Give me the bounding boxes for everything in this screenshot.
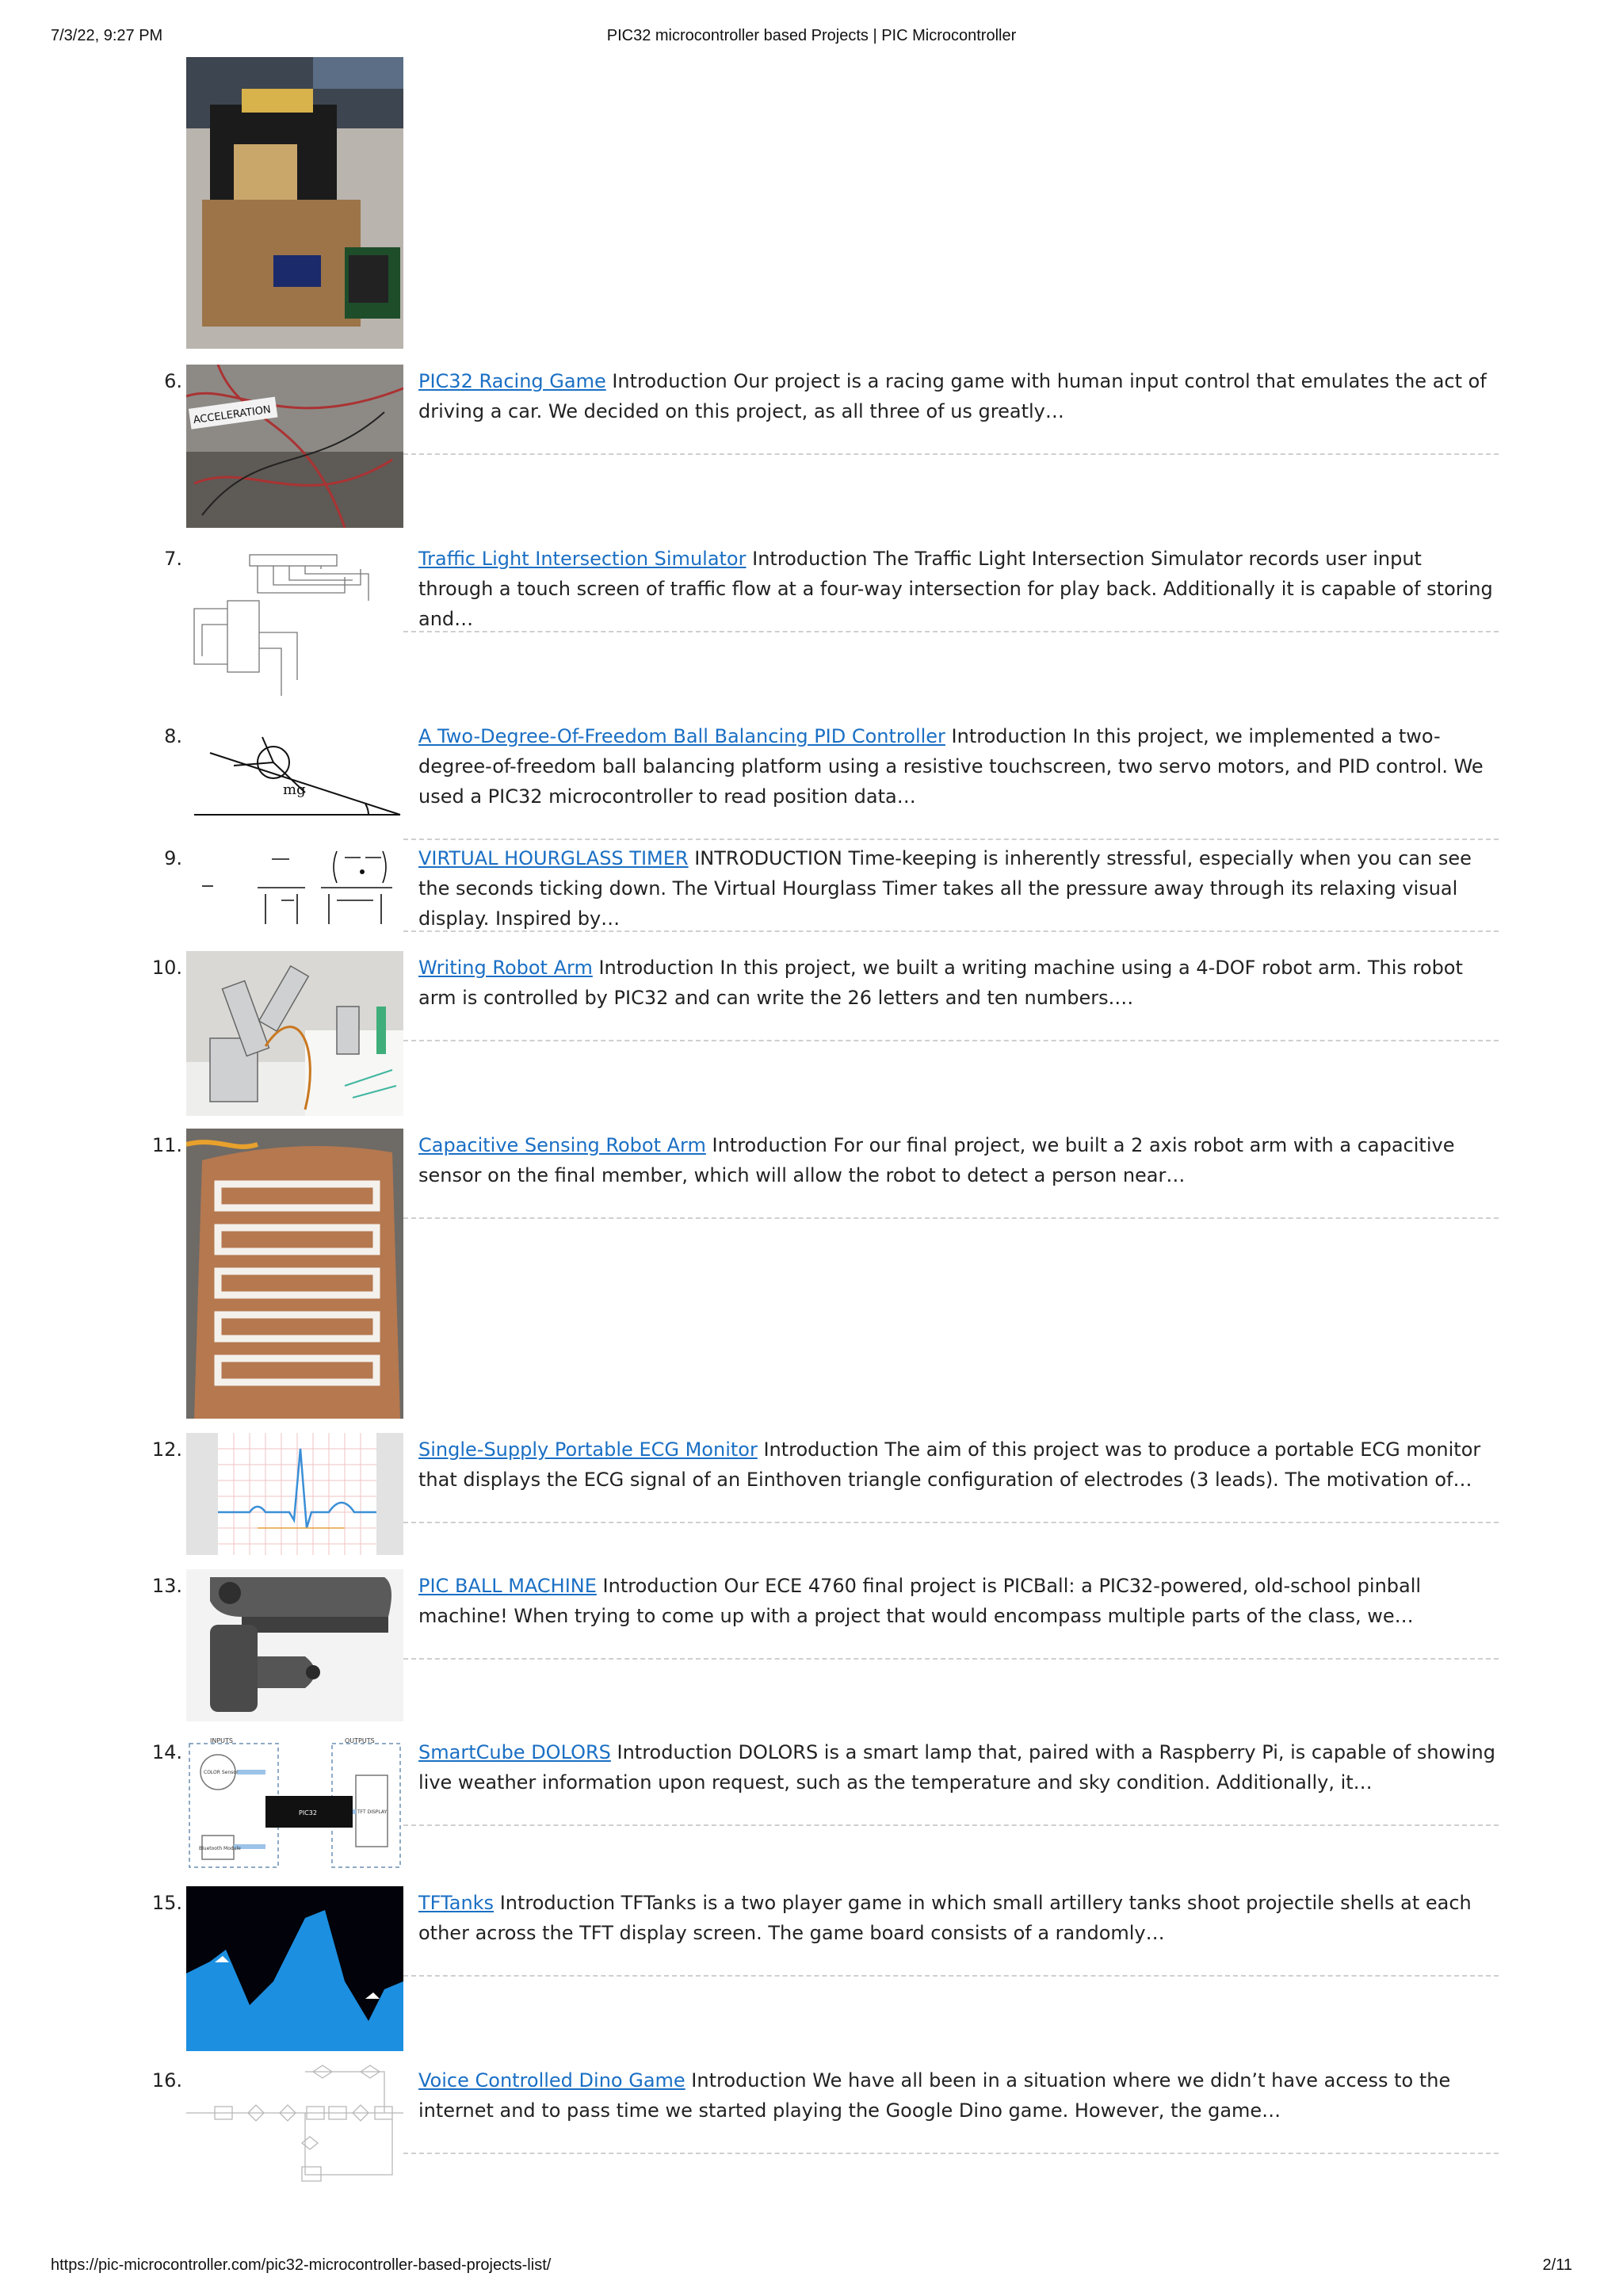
item-description (418, 1737, 1498, 1797)
item-description (418, 721, 1498, 812)
free-body-diagram-image (186, 721, 403, 821)
project-excerpt: INTRODUCTION Time-keeping is inherently stressful, especially when you can see the seconds ticking down. The Virtual Hourglass Timer takes all the pressure away through its relaxing visual display. Inspired by… (418, 847, 1472, 930)
print-datetime: 7/3/22, 9:27 PM (51, 27, 163, 44)
project-thumbnail[interactable] (186, 842, 403, 930)
item-divider (403, 631, 1499, 632)
project-title-link[interactable]: Traffic Light Intersection Simulator (418, 548, 747, 570)
project-thumbnail[interactable] (186, 2064, 403, 2184)
color-sensor-label: COLOR Sensor (204, 1770, 239, 1775)
project-title-link[interactable]: Writing Robot Arm (418, 957, 593, 979)
item-description (418, 1435, 1498, 1495)
project-title-link[interactable]: A Two-Degree-Of-Freedom Ball Balancing PID Controller (418, 725, 945, 747)
project-title-link[interactable]: Single-Supply Portable ECG Monitor (418, 1438, 758, 1461)
item-divider (403, 1824, 1499, 1826)
item-number: 9. (164, 847, 182, 869)
project-excerpt: Introduction TFTanks is a two player game in which small artillery tanks shoot projectile shells at each other across the TFT display screen. The game board consists of a randomly… (418, 1892, 1472, 1944)
item-number: 7. (164, 548, 182, 570)
item-divider (403, 839, 1499, 840)
item-number: 15. (151, 1892, 182, 1914)
ecg-waveform-image (186, 1433, 403, 1555)
project-excerpt: Introduction DOLORS is a smart lamp that, paired with a Raspberry Pi, is capable of showing live weather information upon request, such as the temperature and sky condition. Additionally, it… (418, 1741, 1495, 1794)
project-thumbnail[interactable] (186, 951, 403, 1116)
project-excerpt: Introduction In this project, we built a writing machine using a 4-DOF robot arm. This robot arm is controlled by PIC32 and can write the 26 letters and ten numbers.… (418, 957, 1463, 1009)
item-description (418, 544, 1498, 634)
item-divider (403, 1040, 1499, 1041)
project-excerpt: Introduction Our project is a racing game with human input control that emulates the act of driving a car. We decided on this project, as all three of us greatly… (418, 370, 1487, 422)
project-title-link[interactable]: Voice Controlled Dino Game (418, 2069, 685, 2092)
inputs-label: INPUTS (210, 1737, 233, 1744)
project-excerpt: Introduction The Traffic Light Intersection Simulator records user input through a touch screen of traffic flow at a four-way intersection for play back. Additionally it is capable of storing and… (418, 548, 1493, 630)
item-description (418, 953, 1498, 1013)
velocity-equation-image (186, 842, 403, 930)
project-thumbnail[interactable] (186, 1736, 403, 1870)
item-divider (403, 1975, 1499, 1977)
item-number: 8. (164, 725, 182, 747)
item-description (418, 2065, 1498, 2126)
robot-arm-photo-image (186, 951, 403, 1116)
project-thumbnail[interactable] (186, 721, 403, 821)
project-title-link[interactable]: VIRTUAL HOURGLASS TIMER (418, 847, 689, 869)
flowchart-image (186, 2064, 403, 2184)
tank-game-screen-image (186, 1886, 403, 2051)
project-excerpt: Introduction In this project, we implemented a two-degree-of-freedom ball balancing platform using a resistive touchscreen, two servo motors, and PID control. We used a PIC32 microcontroller to read position data… (418, 725, 1484, 808)
pic32-label: PIC32 (299, 1809, 317, 1817)
project-thumbnail[interactable] (186, 1129, 403, 1419)
bluetooth-module-label: Bluetooth Module (199, 1846, 241, 1851)
item-number: 6. (164, 370, 182, 392)
item-divider (403, 1658, 1499, 1660)
pinball-flipper-render-image (186, 1569, 403, 1721)
project-title-link[interactable]: SmartCube DOLORS (418, 1741, 611, 1763)
device-photo-image (186, 57, 403, 349)
item-divider (403, 1522, 1499, 1523)
project-excerpt: Introduction Our ECE 4760 final project is PICBall: a PIC32-powered, old-school pinball machine! When trying to come up with a project that would encompass multiple parts of the class, we… (418, 1575, 1422, 1627)
print-page-number: 2/11 (1542, 2256, 1572, 2274)
item-description (418, 1888, 1498, 1948)
item-description (418, 366, 1498, 426)
acceleration-label: ACCELERATION (192, 403, 272, 427)
print-page-url: https://pic-microcontroller.com/pic32-microcontroller-based-projects-list/ (51, 2256, 552, 2274)
item-description (418, 843, 1498, 934)
project-title-link[interactable]: PIC BALL MACHINE (418, 1575, 597, 1597)
project-thumbnail-prev[interactable] (186, 57, 403, 349)
print-page-title: PIC32 microcontroller based Projects | PIC Microcontroller (606, 27, 1017, 44)
project-title-link[interactable]: PIC32 Racing Game (418, 370, 606, 392)
item-divider (403, 453, 1499, 455)
item-number: 13. (151, 1575, 182, 1597)
circuit-schematic-image (186, 545, 403, 712)
item-description (418, 1130, 1498, 1190)
project-thumbnail[interactable] (186, 1569, 403, 1721)
item-description (418, 1571, 1498, 1631)
project-title-link[interactable]: TFTanks (418, 1892, 495, 1914)
item-number: 16. (151, 2069, 182, 2092)
item-divider (403, 2153, 1499, 2154)
project-excerpt: Introduction The aim of this project was to produce a portable ECG monitor that displays the ECG signal of an Einthoven triangle configuration of electrodes (3 leads). The motivation of… (418, 1438, 1481, 1491)
item-number: 10. (151, 957, 182, 979)
project-title-link[interactable]: Capacitive Sensing Robot Arm (418, 1134, 706, 1156)
capacitive-sensor-photo-image (186, 1129, 403, 1419)
racing-game-photo-image (186, 365, 403, 528)
item-number: 11. (151, 1134, 182, 1156)
project-thumbnail[interactable] (186, 365, 403, 528)
project-thumbnail[interactable] (186, 545, 403, 712)
project-excerpt: Introduction We have all been in a situation where we didn’t have access to the internet and to pass time we started playing the Google Dino game. However, the game… (418, 2069, 1451, 2122)
tft-display-label: TFT DISPLAY (357, 1809, 388, 1815)
project-thumbnail[interactable] (186, 1433, 403, 1555)
project-excerpt: Introduction For our final project, we built a 2 axis robot arm with a capacitive sensor on the final member, which will allow the robot to detect a person near… (418, 1134, 1455, 1186)
item-number: 12. (151, 1438, 182, 1461)
item-number: 14. (151, 1741, 182, 1763)
block-diagram-image (186, 1736, 403, 1870)
mg-label: mg (283, 781, 306, 798)
item-divider (403, 930, 1499, 932)
item-divider (403, 1217, 1499, 1219)
project-thumbnail[interactable] (186, 1886, 403, 2051)
outputs-label: OUTPUTS (345, 1737, 375, 1744)
